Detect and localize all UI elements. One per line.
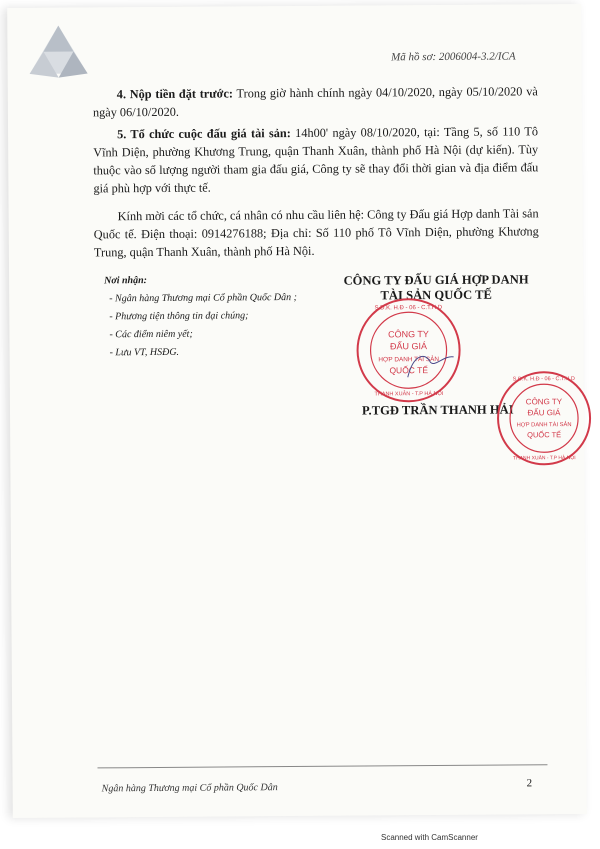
stamp-line1: CÔNG TY <box>525 397 563 407</box>
recipient-item: - Lưu VT, HSĐG. <box>109 346 180 359</box>
item-auction-label: 5. Tổ chức cuộc đấu giá tài sản: <box>117 126 291 142</box>
item-auction <box>93 122 538 197</box>
company-seal-stamp <box>353 295 464 406</box>
recipient-item: - Ngân hàng Thương mại Cổ phần Quốc Dân ; <box>109 291 297 305</box>
recipient-item: - Các điểm niêm yết; <box>109 328 193 341</box>
item-auction-text: 14h00' ngày 08/10/2020, tại: Tầng 5, số 110 Tô Vĩnh Diện, phường Khương Trung, quận Thanh Xuân, thành phố Hà Nội (dự kiến). Tùy thuộc vào số lượng người tham gia đấu giá, Công ty sẽ thay đổi thời gian và địa điểm đấu giá phù hợp với thực tế. <box>93 124 539 196</box>
stamp-line4: QUỐC TẾ <box>527 430 562 440</box>
stamp-line1: CÔNG TY <box>388 329 429 340</box>
stamp-rim-top: S.Đ.K. H.Đ - 06 - C.T.H.D <box>374 304 443 312</box>
stamp-rim-bottom: THANH XUÂN - T.P HÀ NỘI <box>513 455 576 462</box>
company-logo-icon <box>23 21 93 83</box>
item-deposit-label: 4. Nộp tiền đặt trước: <box>116 86 234 102</box>
stamp-line3: HỢP DANH TÀI SẢN <box>516 422 572 429</box>
stamp-line3: HỢP DANH TÀI SẢN <box>378 356 439 364</box>
stamp-line2: ĐẤU GIÁ <box>390 341 428 352</box>
recipient-item: - Phương tiện thông tin đại chúng; <box>109 310 249 323</box>
stamp-line2: ĐẤU GIÁ <box>527 408 561 418</box>
footer-divider <box>97 764 547 768</box>
recipients-title: Nơi nhận: <box>104 275 148 287</box>
company-name-line1: CÔNG TY ĐẤU GIÁ HỢP DANH <box>343 272 529 288</box>
company-seal-stamp-secondary <box>494 368 595 469</box>
stamp-rim-top: S.Đ.K. H.Đ - 06 - C.T.H.D <box>512 376 575 383</box>
scanner-watermark: Scanned with CamScanner <box>381 833 478 842</box>
item-deposit-text: Trong giờ hành chính ngày 04/10/2020, ngày 05/10/2020 và ngày 06/10/2020. <box>92 84 538 120</box>
company-name-line2: TÀI SẢN QUỐC TẾ <box>380 287 492 303</box>
page-number: 2 <box>526 777 533 790</box>
item-deposit <box>93 82 538 121</box>
stamp-line4: QUỐC TẾ <box>389 365 429 376</box>
footer-text: Ngân hàng Thương mại Cổ phần Quốc Dân <box>101 782 278 795</box>
document-reference: Mã hồ sơ: 2006004-3.2/ICA <box>391 50 516 64</box>
stamp-rim-bottom: THANH XUÂN - T.P HÀ NỘI <box>374 390 444 398</box>
document-page <box>7 4 587 818</box>
signer-name: P.TGĐ TRẦN THANH HẢI <box>361 402 514 418</box>
invitation-paragraph: Kính mời các tổ chức, cá nhân có nhu cầu liên hệ: Công ty Đấu giá Hợp danh Tài sản Quốc tế. Điện thoại: 0914276188; Địa chỉ: Số 110 phố Tô Vĩnh Diện, phường Khương Trung, quận Thanh Xuân, thành phố Hà Nội. <box>93 206 539 260</box>
